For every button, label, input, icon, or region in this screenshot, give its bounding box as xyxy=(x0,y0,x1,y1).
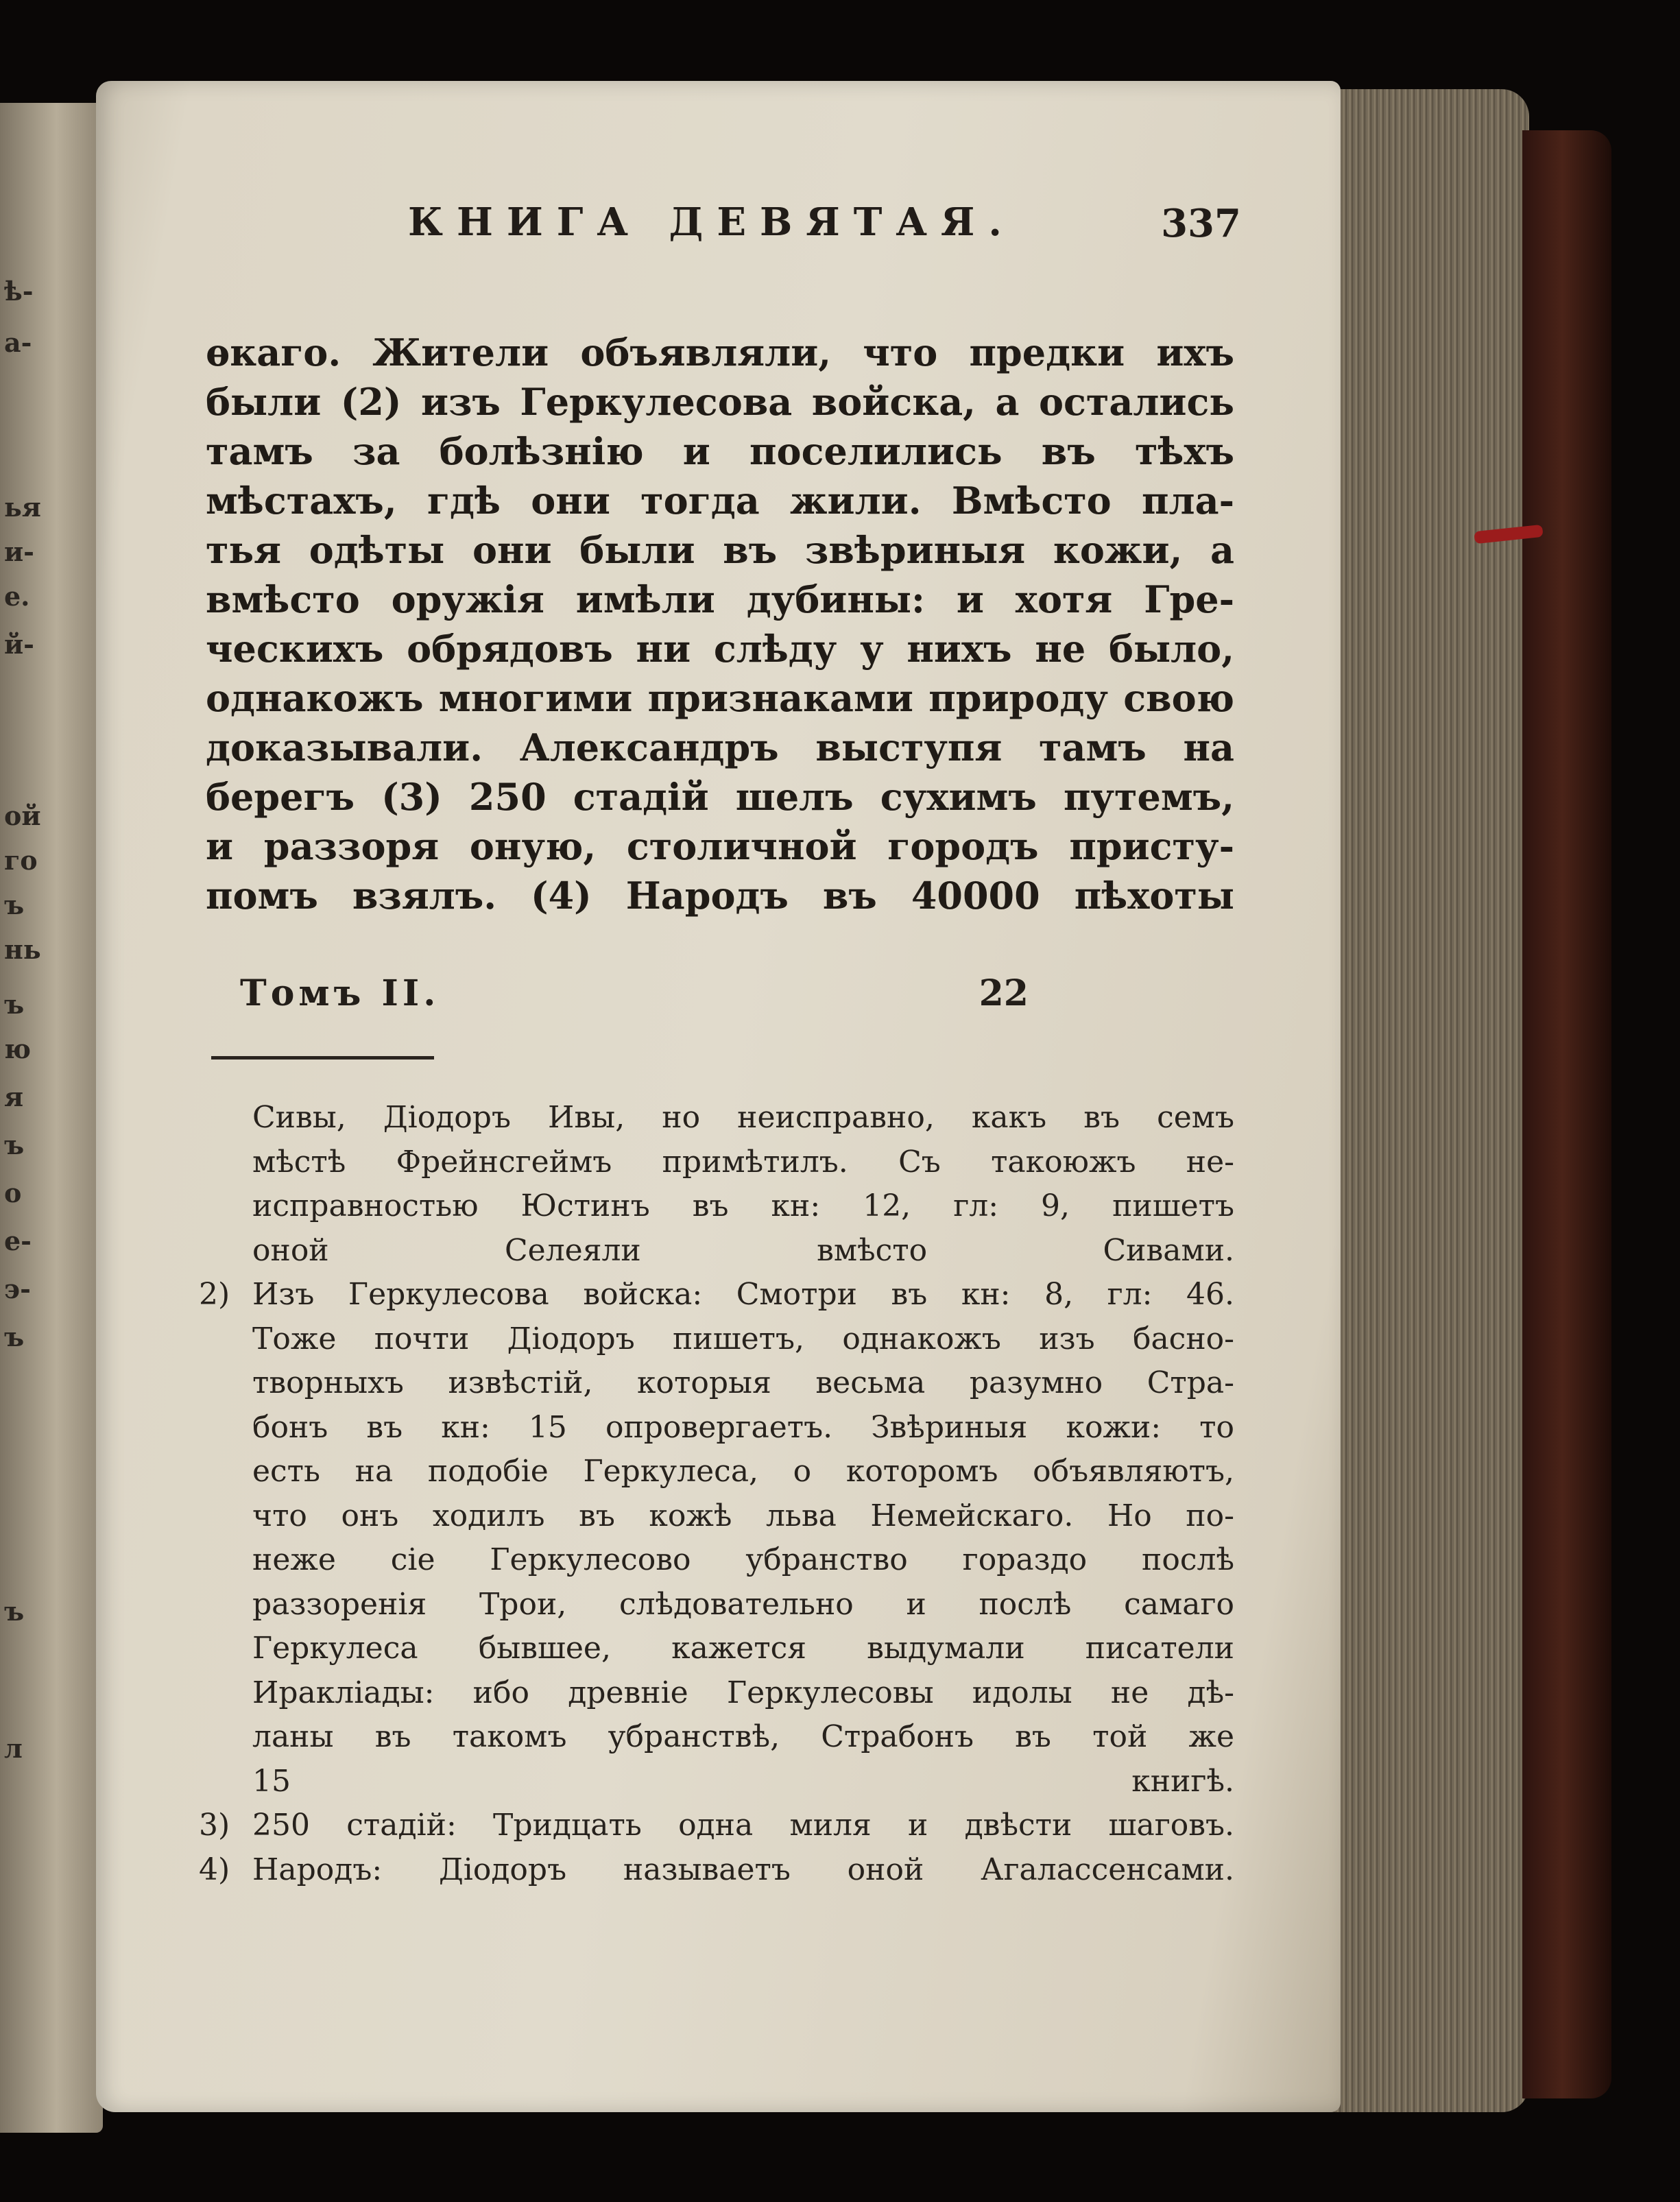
left-page-fragment: го xyxy=(4,845,38,876)
book-page xyxy=(96,81,1341,2112)
footnote-text: неже сіе Геркулесово убранство гораздо послѣ xyxy=(252,1542,1234,1577)
left-page-fragment: ѣ- xyxy=(4,276,34,307)
left-page-fragment: й- xyxy=(4,629,34,660)
page-footer xyxy=(240,972,1029,1022)
footnote-marker: 3) xyxy=(199,1808,230,1843)
footnote-marker: 4) xyxy=(199,1852,230,1887)
footnote-line xyxy=(199,1140,1234,1185)
left-page-fragment: ъ xyxy=(4,989,25,1020)
left-page-fragment: о xyxy=(4,1177,22,1208)
footnotes xyxy=(199,1096,1234,1892)
left-page-fragment: е- xyxy=(4,1225,32,1256)
text-line: ѳкаго. Жители объявляли, что предки ихъ xyxy=(206,331,1234,374)
footnote-text: Народъ: Діодоръ называетъ оной Агалассенсами. xyxy=(252,1852,1234,1887)
footnote-line xyxy=(199,1096,1234,1140)
footnote-line xyxy=(199,1848,1234,1893)
footnote-rule xyxy=(211,1056,434,1060)
text-line: были (2) изъ Геркулесова войска, а остались xyxy=(206,380,1234,424)
left-page-fragment: е. xyxy=(4,581,30,612)
footnote-line xyxy=(199,1317,1234,1362)
left-page-fragment: э- xyxy=(4,1273,31,1304)
footnote-text: бонъ въ кн: 15 опровергаетъ. Звѣриныя кожи: то xyxy=(252,1409,1234,1445)
signature-mark: 22 xyxy=(979,972,1029,1014)
page-header xyxy=(302,194,1241,256)
footnote-line xyxy=(199,1406,1234,1450)
footnote-text: исправностью Юстинъ въ кн: 12, гл: 9, пишетъ xyxy=(252,1188,1234,1223)
text-line: берегъ (3) 250 стадій шелъ сухимъ путемъ, xyxy=(206,775,1234,819)
footnote-marker: 2) xyxy=(199,1277,230,1312)
footnote-line xyxy=(199,1760,1234,1804)
footnote-text: что онъ ходилъ въ кожѣ льва Немейскаго. Но по- xyxy=(252,1498,1234,1533)
footnote-line xyxy=(199,1273,1234,1317)
page-number: 337 xyxy=(1161,201,1241,246)
left-page-fragment: л xyxy=(4,1733,23,1764)
book-cover-edge xyxy=(1522,130,1611,2098)
text-line: вмѣсто оружія имѣли дубины: и хотя Гре- xyxy=(206,577,1234,621)
footnote-line xyxy=(199,1804,1234,1848)
footnote-line xyxy=(199,1494,1234,1539)
footnote-text: оной Селеяли вмѣсто Сивами. xyxy=(252,1232,1234,1268)
footnote-line xyxy=(199,1671,1234,1716)
text-line: и раззоря оную, столичной городъ присту- xyxy=(206,824,1234,868)
footnote-line xyxy=(199,1715,1234,1760)
left-page-edge xyxy=(0,103,103,2133)
footnote-text: Тоже почти Діодоръ пишетъ, однакожъ изъ басно- xyxy=(252,1321,1234,1356)
footnote-line xyxy=(199,1583,1234,1627)
footnote-text: мѣстѣ Фрейнсгеймъ примѣтилъ. Съ такоюжъ не- xyxy=(252,1144,1234,1180)
left-page-fragment: ъ xyxy=(4,1596,25,1627)
footnote-text: ланы въ такомъ убранствѣ, Страбонъ въ той же xyxy=(252,1719,1234,1754)
footnote-line xyxy=(199,1538,1234,1583)
left-page-fragment: ой xyxy=(4,800,41,831)
footnote-text: 250 стадій: Тридцать одна миля и двѣсти шаговъ. xyxy=(252,1808,1234,1843)
footnote-text: есть на подобіе Геркулеса, о которомъ объявляютъ, xyxy=(252,1454,1234,1489)
left-page-fragment: ю xyxy=(4,1033,31,1064)
footnote-text: творныхъ извѣстій, которыя весьма разумно Стра- xyxy=(252,1365,1234,1400)
left-page-fragment: ъ xyxy=(4,1321,25,1352)
footnote-text: Сивы, Діодоръ Ивы, но неисправно, какъ въ семъ xyxy=(252,1100,1234,1135)
footnote-text: раззоренія Трои, слѣдовательно и послѣ самаго xyxy=(252,1586,1234,1622)
text-line: тья одѣты они были въ звѣриныя кожи, а xyxy=(206,528,1234,572)
footnote-line xyxy=(199,1627,1234,1671)
footnote-line xyxy=(199,1184,1234,1229)
footnote-line xyxy=(199,1450,1234,1494)
left-page-fragment: ъ xyxy=(4,1129,25,1160)
footnote-text: 15 книгѣ. xyxy=(252,1763,1234,1799)
left-page-fragment: ья xyxy=(4,492,41,523)
text-line: ческихъ обрядовъ ни слѣду у нихъ не было, xyxy=(206,627,1234,671)
text-line: доказывали. Александръ выступя тамъ на xyxy=(206,726,1234,769)
left-page-fragment: и- xyxy=(4,536,34,567)
left-page-fragment: а- xyxy=(4,327,32,358)
footnote-text: Геркулеса бывшее, кажется выдумали писатели xyxy=(252,1631,1234,1666)
left-page-fragment: нь xyxy=(4,934,41,965)
footnote-line xyxy=(199,1361,1234,1406)
left-page-fragment: я xyxy=(4,1081,24,1112)
text-line: мѣстахъ, гдѣ они тогда жили. Вмѣсто пла- xyxy=(206,479,1234,523)
footnote-text: Иракліады: ибо древніе Геркулесовы идолы не дѣ- xyxy=(252,1675,1234,1710)
footnote-text: Изъ Геркулесова войска: Смотри въ кн: 8, гл: 46. xyxy=(252,1277,1234,1312)
main-text xyxy=(206,328,1234,920)
footnote-line xyxy=(199,1229,1234,1273)
volume-label: Томъ II. xyxy=(240,972,440,1014)
left-page-fragment: ъ xyxy=(4,889,25,920)
running-head: КНИГА ДЕВЯТАЯ. xyxy=(408,200,1016,245)
page-edges xyxy=(1323,89,1529,2112)
text-line: тамъ за болѣзнію и поселились въ тѣхъ xyxy=(206,429,1234,473)
text-line: однакожъ многими признаками природу свою xyxy=(206,676,1234,720)
text-line: помъ взялъ. (4) Народъ въ 40000 пѣхоты xyxy=(206,874,1234,918)
